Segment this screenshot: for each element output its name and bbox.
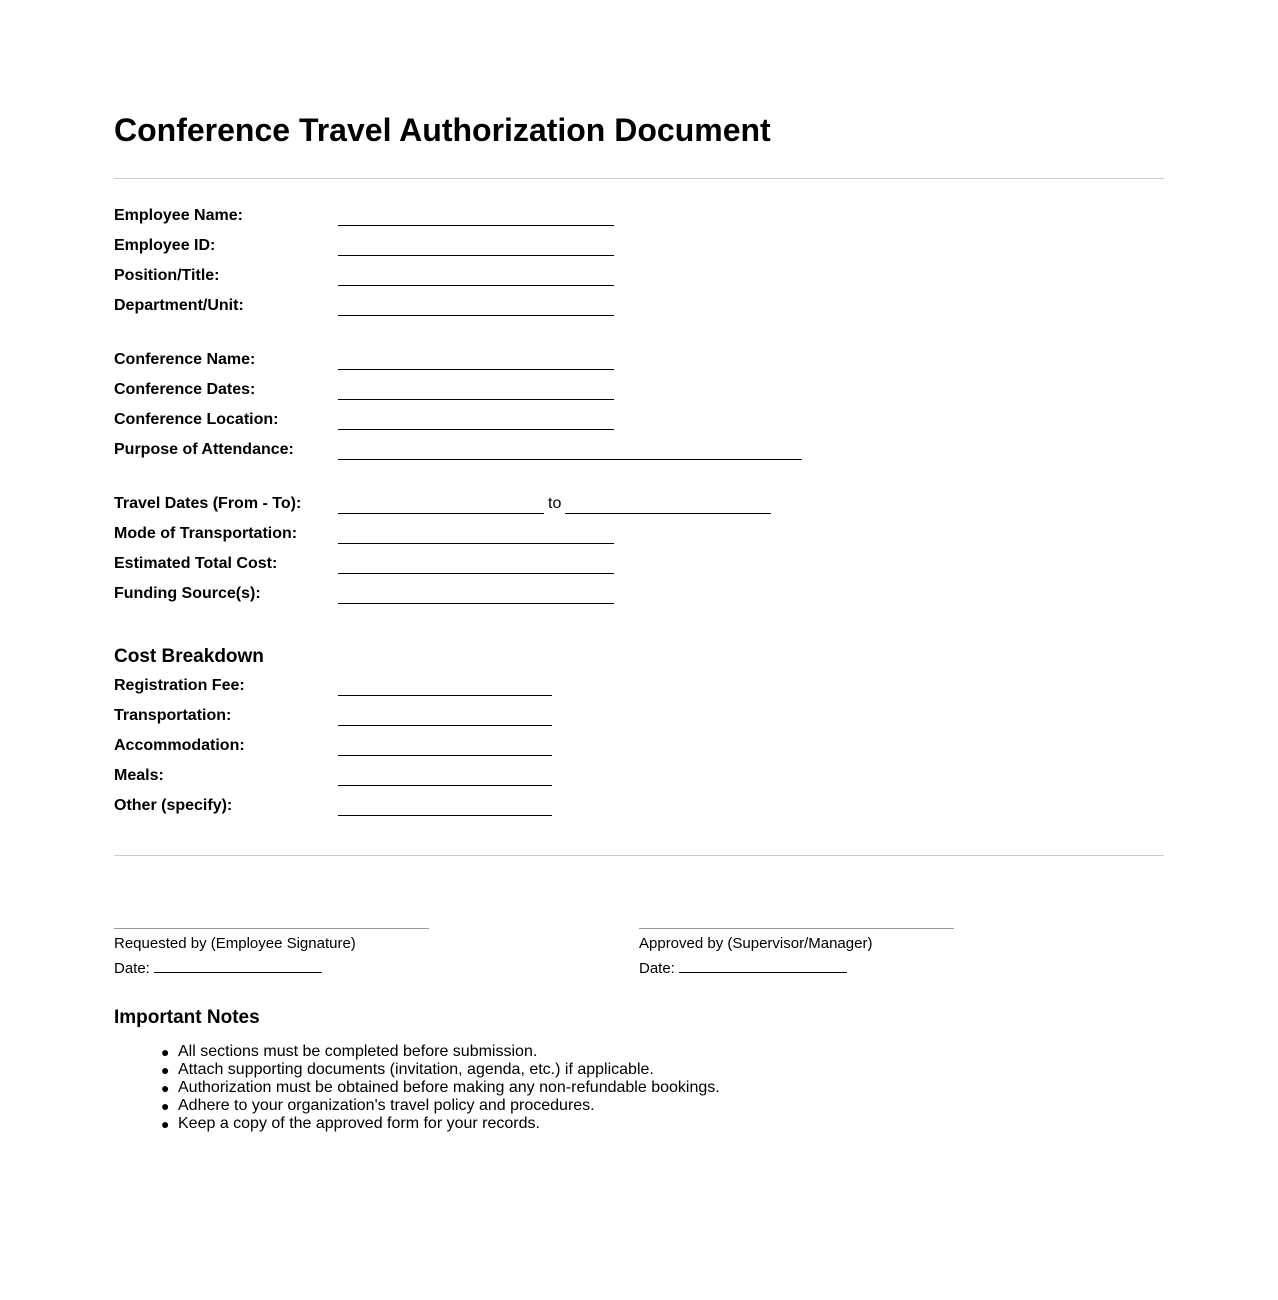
bullet-icon: ● [161, 1044, 170, 1060]
fill-in-line[interactable] [338, 543, 614, 544]
from-date-line[interactable] [338, 513, 544, 514]
requested-by-caption: Requested by (Employee Signature) [114, 935, 356, 952]
field-label: Meals: [114, 767, 164, 784]
field-label: Transportation: [114, 707, 232, 724]
to-date-line[interactable] [565, 513, 771, 514]
list-item: ● Authorization must be obtained before making any non-refundable bookings. [161, 1079, 720, 1096]
top-divider [114, 178, 1164, 179]
bottom-divider [114, 855, 1164, 856]
field-accommodation-cost [114, 735, 1164, 757]
fill-in-line[interactable] [338, 815, 552, 816]
field-department-unit [114, 295, 1164, 317]
field-travel-dates [114, 493, 1164, 515]
date-label: Date: [639, 960, 675, 977]
field-label: Accommodation: [114, 737, 245, 754]
field-meals-cost [114, 765, 1164, 787]
field-label: Funding Source(s): [114, 585, 261, 602]
fill-in-line[interactable] [338, 785, 552, 786]
fill-in-line[interactable] [338, 725, 552, 726]
field-label: Other (specify): [114, 797, 233, 814]
fill-in-line[interactable] [338, 255, 614, 256]
date-label: Date: [114, 960, 150, 977]
fill-in-line[interactable] [338, 573, 614, 574]
notes-list [114, 1043, 720, 1133]
field-employee-id [114, 235, 1164, 257]
field-employee-name [114, 205, 1164, 227]
field-registration-fee [114, 675, 1164, 697]
date-line[interactable] [154, 958, 322, 973]
field-other-cost [114, 795, 1164, 817]
field-conference-dates [114, 379, 1164, 401]
signature-line[interactable] [639, 928, 954, 929]
field-label: Department/Unit: [114, 297, 244, 314]
field-conference-location [114, 409, 1164, 431]
field-mode-of-transportation [114, 523, 1164, 545]
fill-in-line[interactable] [338, 225, 614, 226]
bullet-icon: ● [161, 1080, 170, 1096]
fill-in-line[interactable] [338, 459, 802, 460]
field-label: Conference Location: [114, 411, 279, 428]
field-purpose-of-attendance [114, 439, 1164, 461]
field-label: Employee Name: [114, 207, 243, 224]
fill-in-line[interactable] [338, 369, 614, 370]
field-label: Purpose of Attendance: [114, 441, 294, 458]
field-label: Travel Dates (From - To): [114, 495, 302, 512]
fill-in-line[interactable] [338, 603, 614, 604]
approved-by-caption: Approved by (Supervisor/Manager) [639, 935, 873, 952]
approved-date [639, 958, 847, 979]
field-transportation-cost [114, 705, 1164, 727]
important-notes-heading: Important Notes [114, 1007, 260, 1028]
list-item: ● Attach supporting documents (invitation, agenda, etc.) if applicable. [161, 1061, 654, 1078]
date-line[interactable] [679, 958, 847, 973]
field-position-title [114, 265, 1164, 287]
fill-in-line[interactable] [338, 399, 614, 400]
field-label: Conference Name: [114, 351, 256, 368]
field-funding-sources [114, 583, 1164, 605]
requested-date [114, 958, 322, 979]
fill-in-line[interactable] [338, 429, 614, 430]
cost-breakdown-heading: Cost Breakdown [114, 646, 264, 667]
field-label: Conference Dates: [114, 381, 256, 398]
field-label: Estimated Total Cost: [114, 555, 278, 572]
field-label: Employee ID: [114, 237, 216, 254]
to-word: to [548, 495, 562, 512]
bullet-icon: ● [161, 1062, 170, 1078]
field-label: Position/Title: [114, 267, 220, 284]
fill-in-line[interactable] [338, 695, 552, 696]
bullet-icon: ● [161, 1098, 170, 1114]
field-label: Mode of Transportation: [114, 525, 298, 542]
field-conference-name [114, 349, 1164, 371]
fill-in-line[interactable] [338, 315, 614, 316]
fill-in-line[interactable] [338, 285, 614, 286]
signature-line[interactable] [114, 928, 429, 929]
document-title: Conference Travel Authorization Document [114, 112, 771, 148]
list-item: ● Keep a copy of the approved form for your records. [161, 1115, 540, 1132]
field-estimated-total-cost [114, 553, 1164, 575]
list-item: ● Adhere to your organization's travel policy and procedures. [161, 1097, 595, 1114]
field-label: Registration Fee: [114, 677, 245, 694]
fill-in-line[interactable] [338, 755, 552, 756]
bullet-icon: ● [161, 1116, 170, 1132]
list-item: ● All sections must be completed before submission. [161, 1043, 538, 1060]
